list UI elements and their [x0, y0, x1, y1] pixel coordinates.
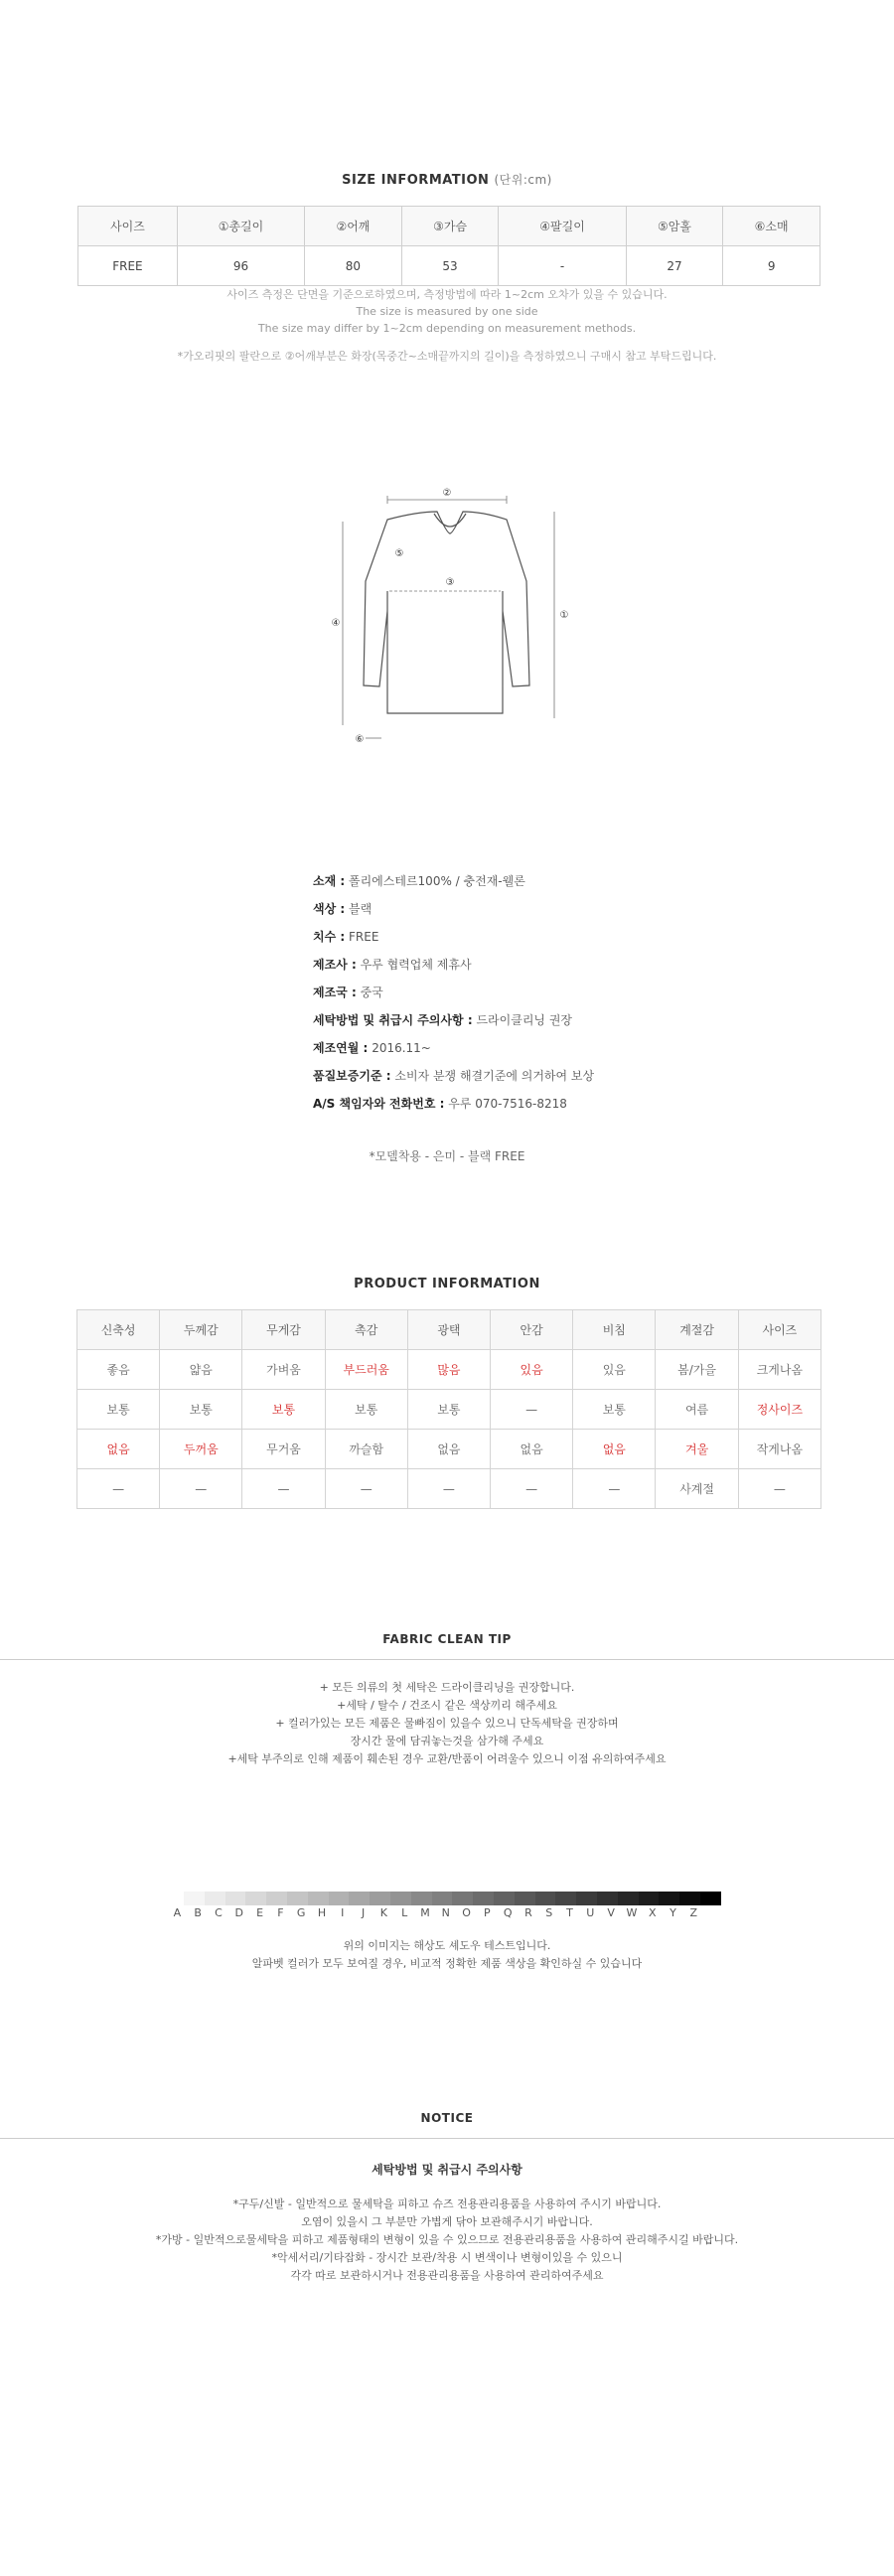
gray-swatch — [535, 1892, 556, 1905]
spec-value: 블랙 — [349, 902, 372, 916]
size-notes — [0, 286, 894, 337]
product-cell: 보통 — [160, 1390, 242, 1430]
size-cell: FREE — [78, 246, 178, 286]
gray-scale-letter: W — [626, 1906, 638, 1919]
product-cell: 없음 — [407, 1430, 490, 1469]
spec-value: 2016.11~ — [372, 1041, 431, 1055]
spec-row — [313, 867, 594, 895]
gray-scale-letter: J — [361, 1906, 366, 1919]
gray-swatch — [266, 1892, 287, 1905]
gray-scale-letter: G — [296, 1906, 306, 1919]
notice-line: *악세서리/기타잡화 - 장시간 보관/착용 시 변색이나 변형이있을 수 있으니 — [271, 2251, 623, 2264]
product-cell: 작게나옴 — [738, 1430, 820, 1469]
product-cell: — — [491, 1469, 573, 1509]
product-cell: — — [738, 1469, 820, 1509]
product-cell-selected: 많음 — [407, 1350, 490, 1390]
spec-row — [313, 979, 594, 1006]
garment-measurement-diagram — [318, 482, 576, 755]
gray-swatch — [597, 1892, 618, 1905]
gray-scale-letter: T — [566, 1906, 573, 1919]
gray-swatch — [659, 1892, 679, 1905]
gray-swatch — [515, 1892, 535, 1905]
spec-row — [313, 923, 594, 951]
spec-label: A/S 책임자와 전화번호 : — [313, 1097, 445, 1111]
product-cell: — — [242, 1469, 325, 1509]
size-header-cell: ④팔길이 — [499, 207, 626, 246]
size-cell: 53 — [401, 246, 499, 286]
spec-row — [313, 895, 594, 923]
size-cell: 96 — [177, 246, 304, 286]
raglan-note: *가오리핏의 팔란으로 ②어깨부분은 화장(목중간~소매끝까지의 길이)을 측정하였으니 구매시 참고 부탁드립니다. — [177, 350, 717, 363]
gray-scale-letter: S — [545, 1906, 553, 1919]
spec-row — [313, 1062, 594, 1090]
spec-label: 제조연월 : — [313, 1041, 369, 1055]
gray-scale-letter: B — [194, 1906, 202, 1919]
gray-swatch — [576, 1892, 597, 1905]
product-cell: — — [325, 1469, 407, 1509]
spec-label: 소재 : — [313, 874, 346, 888]
product-cell: 얇음 — [160, 1350, 242, 1390]
size-note-english-2: The size may differ by 1~2cm depending on measurement methods. — [257, 322, 637, 335]
gray-scale-letter: P — [484, 1906, 491, 1919]
gray-scale-letter: Q — [503, 1906, 513, 1919]
product-header-cell: 안감 — [491, 1310, 573, 1350]
gray-swatch — [329, 1892, 350, 1905]
product-cell: 여름 — [656, 1390, 738, 1430]
gray-swatch — [205, 1892, 225, 1905]
spec-label: 치수 : — [313, 930, 346, 944]
gray-scale-notes — [0, 1937, 894, 1973]
size-header-cell: ⑤암홀 — [626, 207, 723, 246]
product-header-cell: 광택 — [407, 1310, 490, 1350]
product-cell-selected: 겨울 — [656, 1430, 738, 1469]
product-cell: 크게나옴 — [738, 1350, 820, 1390]
gray-scale-strip — [184, 1892, 721, 1905]
product-header-cell: 신축성 — [77, 1310, 160, 1350]
size-cell: 80 — [305, 246, 402, 286]
gray-scale-letter: N — [441, 1906, 450, 1919]
product-cell: — — [407, 1469, 490, 1509]
fabric-tip-line: +세탁 부주의로 인해 제품이 훼손된 경우 교환/반품이 어려울수 있으니 이점 유의하여주세요 — [227, 1752, 667, 1765]
fabric-tip-line: 장시간 물에 담궈놓는것을 삼가해 주세요 — [350, 1735, 544, 1747]
divider — [0, 2138, 894, 2139]
product-row — [77, 1469, 821, 1509]
gray-swatch — [287, 1892, 308, 1905]
gray-scale-letter: H — [317, 1906, 327, 1919]
size-header-cell: ⑥소매 — [723, 207, 820, 246]
spec-row — [313, 1090, 594, 1118]
gray-swatch — [494, 1892, 515, 1905]
label-chest: ③ — [445, 577, 455, 588]
gray-scale-letter: V — [607, 1906, 615, 1919]
gray-scale-letters — [167, 1906, 704, 1919]
product-cell: — — [491, 1390, 573, 1430]
gray-scale-letter: Z — [689, 1906, 698, 1919]
spec-value: 중국 — [360, 985, 383, 999]
label-cuff: ⑥ — [355, 734, 365, 745]
product-spec-list — [313, 867, 594, 1118]
gray-scale-letter: L — [401, 1906, 408, 1919]
product-cell-selected: 정사이즈 — [738, 1390, 820, 1430]
product-cell: 보통 — [325, 1390, 407, 1430]
gray-scale-note-1: 위의 이미지는 해상도 셰도우 테스트입니다. — [343, 1939, 551, 1952]
spec-value: 폴리에스테르100% / 충전재-웰론 — [349, 874, 525, 888]
gray-swatch — [618, 1892, 639, 1905]
notice-title: NOTICE — [420, 2111, 474, 2125]
spec-row — [313, 1034, 594, 1062]
gray-swatch — [390, 1892, 411, 1905]
spec-value: 우루 협력업체 제휴사 — [360, 958, 472, 972]
divider — [0, 1659, 894, 1660]
size-cell: 27 — [626, 246, 723, 286]
product-header-cell: 비침 — [573, 1310, 656, 1350]
spec-label: 색상 : — [313, 902, 346, 916]
spec-label: 제조국 : — [313, 985, 357, 999]
product-cell-selected: 없음 — [77, 1430, 160, 1469]
size-header-cell: ②어깨 — [305, 207, 402, 246]
gray-scale-letter: E — [256, 1906, 264, 1919]
gray-swatch — [308, 1892, 329, 1905]
gray-scale-letter: I — [341, 1906, 345, 1919]
notice-line: 각각 따로 보관하시거나 전용관리용품을 사용하여 관리하여주세요 — [290, 2269, 604, 2282]
gray-swatch — [245, 1892, 266, 1905]
product-info-title: PRODUCT INFORMATION — [354, 1277, 540, 1291]
product-cell: 봄/가을 — [656, 1350, 738, 1390]
fabric-tip-line: + 모든 의류의 첫 세탁은 드라이클리닝을 권장합니다. — [319, 1681, 575, 1694]
product-cell: 보통 — [407, 1390, 490, 1430]
spec-row — [313, 951, 594, 979]
label-shoulder: ② — [442, 488, 452, 499]
model-note: *모델착용 - 은미 - 블랙 FREE — [369, 1149, 525, 1163]
gray-swatch — [700, 1892, 721, 1905]
gray-scale-letter: O — [462, 1906, 471, 1919]
product-cell: 좋음 — [77, 1350, 160, 1390]
size-header-cell: 사이즈 — [78, 207, 178, 246]
product-header-cell: 사이즈 — [738, 1310, 820, 1350]
size-cell: 9 — [723, 246, 820, 286]
spec-label: 제조사 : — [313, 958, 357, 972]
gray-scale-letter: D — [234, 1906, 244, 1919]
gray-scale-letter: U — [586, 1906, 595, 1919]
size-header-cell: ①총길이 — [177, 207, 304, 246]
size-table — [77, 206, 820, 286]
size-cell: - — [499, 246, 626, 286]
size-unit: (단위:cm) — [494, 173, 552, 187]
product-info-table — [76, 1309, 821, 1509]
product-row — [77, 1390, 821, 1430]
armhole-lines — [387, 591, 503, 611]
gray-swatch — [370, 1892, 390, 1905]
garment-outline — [364, 512, 529, 713]
gray-swatch — [555, 1892, 576, 1905]
gray-scale-letter: A — [173, 1906, 182, 1919]
label-sleeve-length: ④ — [331, 618, 341, 629]
product-cell: 가벼움 — [242, 1350, 325, 1390]
product-header-cell: 무게감 — [242, 1310, 325, 1350]
gray-scale-letter: Y — [670, 1906, 676, 1919]
gray-scale-letter: C — [215, 1906, 223, 1919]
product-cell-selected: 부드러움 — [325, 1350, 407, 1390]
gray-scale-letter: M — [420, 1906, 430, 1919]
spec-value: 소비자 분쟁 해결기준에 의거하여 보상 — [394, 1069, 595, 1083]
label-armhole: ⑤ — [394, 548, 404, 559]
label-total-length: ① — [559, 610, 569, 621]
gray-swatch — [639, 1892, 660, 1905]
spec-row — [313, 1006, 594, 1034]
gray-scale-letter: R — [524, 1906, 532, 1919]
notice-lines — [0, 2196, 894, 2285]
gray-swatch — [411, 1892, 432, 1905]
product-header-row — [77, 1310, 821, 1350]
gray-scale-letter: F — [277, 1906, 284, 1919]
size-section-title — [0, 171, 894, 188]
gray-swatch — [679, 1892, 700, 1905]
product-cell-selected: 없음 — [573, 1430, 656, 1469]
notice-line: *가방 - 일반적으로물세탁을 피하고 제품형태의 변형이 있을 수 있으므로 전용관리용품을 사용하여 관리해주시길 바랍니다. — [155, 2233, 739, 2246]
product-cell: — — [573, 1469, 656, 1509]
product-cell-selected: 보통 — [242, 1390, 325, 1430]
fabric-tip-line: +세탁 / 탈수 / 건조시 같은 색상끼리 해주세요 — [337, 1699, 557, 1712]
fabric-tip-lines — [0, 1679, 894, 1768]
product-cell: 사계절 — [656, 1469, 738, 1509]
spec-value: FREE — [349, 930, 379, 944]
product-cell: — — [160, 1469, 242, 1509]
size-header-cell: ③가슴 — [401, 207, 499, 246]
gray-swatch — [432, 1892, 453, 1905]
spec-label: 품질보증기준 : — [313, 1069, 391, 1083]
product-header-cell: 두께감 — [160, 1310, 242, 1350]
spec-value: 우루 070-7516-8218 — [448, 1097, 567, 1111]
spec-label: 세탁방법 및 취급시 주의사항 : — [313, 1013, 473, 1027]
product-cell: 보통 — [573, 1390, 656, 1430]
notice-line: 오염이 있을시 그 부분만 가볍게 닦아 보관해주시기 바랍니다. — [301, 2215, 593, 2228]
product-cell: 무거움 — [242, 1430, 325, 1469]
gray-swatch — [349, 1892, 370, 1905]
product-cell: 보통 — [77, 1390, 160, 1430]
fabric-clean-tip-title: FABRIC CLEAN TIP — [382, 1632, 512, 1646]
gray-scale-note-2: 알파벳 컬러가 모두 보여질 경우, 비교적 정확한 제품 색상을 확인하실 수 있습니다 — [251, 1957, 643, 1970]
product-cell-selected: 두꺼움 — [160, 1430, 242, 1469]
size-row — [78, 246, 820, 286]
gray-swatch — [452, 1892, 473, 1905]
size-note-english-1: The size is measured by one side — [356, 305, 538, 318]
notice-subtitle: 세탁방법 및 취급시 주의사항 — [372, 2163, 522, 2177]
product-cell-selected: 있음 — [491, 1350, 573, 1390]
size-note-korean: 사이즈 측정은 단면을 기준으로하였으며, 측정방법에 따라 1~2cm 오차가 있을 수 있습니다. — [226, 288, 668, 301]
product-cell: — — [77, 1469, 160, 1509]
gray-swatch — [225, 1892, 246, 1905]
size-title: SIZE INFORMATION — [342, 173, 490, 188]
product-cell: 까슬함 — [325, 1430, 407, 1469]
product-row — [77, 1350, 821, 1390]
gray-swatch — [473, 1892, 494, 1905]
fabric-tip-line: + 컬러가있는 모든 제품은 물빠짐이 있을수 있으니 단독세탁을 권장하며 — [275, 1717, 619, 1730]
notice-line: *구두/신발 - 일반적으로 물세탁을 피하고 슈즈 전용관리용품을 사용하여 주시기 바랍니다. — [232, 2197, 662, 2210]
gray-scale-letter: K — [379, 1906, 387, 1919]
gray-scale-letter: X — [648, 1906, 657, 1919]
product-cell: 있음 — [573, 1350, 656, 1390]
product-header-cell: 촉감 — [325, 1310, 407, 1350]
gray-swatch — [184, 1892, 205, 1905]
product-header-cell: 계절감 — [656, 1310, 738, 1350]
size-header-row — [78, 207, 820, 246]
product-cell: 없음 — [491, 1430, 573, 1469]
spec-value: 드라이클리닝 권장 — [476, 1013, 573, 1027]
product-row — [77, 1430, 821, 1469]
